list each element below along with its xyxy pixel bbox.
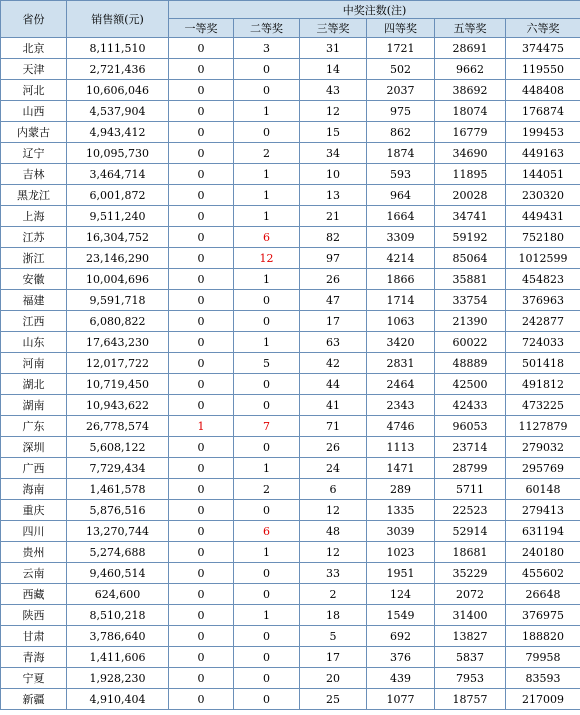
province-cell: 宁夏 xyxy=(1,668,67,689)
prize-1-cell: 0 xyxy=(169,605,234,626)
table-row xyxy=(1,416,580,437)
province-cell: 安徽 xyxy=(1,269,67,290)
sales-cell: 9,511,240 xyxy=(67,206,169,227)
sales-cell: 6,001,872 xyxy=(67,185,169,206)
prize-2-cell: 0 xyxy=(234,647,300,668)
prize-4-cell: 4746 xyxy=(367,416,435,437)
prize-3-cell: 12 xyxy=(300,500,367,521)
province-cell: 山西 xyxy=(1,101,67,122)
prize-5-cell: 16779 xyxy=(435,122,506,143)
prize-3-cell: 5 xyxy=(300,626,367,647)
prize-1-cell: 0 xyxy=(169,479,234,500)
prize-2-cell: 2 xyxy=(234,143,300,164)
prize-4-cell: 1471 xyxy=(367,458,435,479)
prize-5-cell: 38692 xyxy=(435,80,506,101)
province-cell: 辽宁 xyxy=(1,143,67,164)
prize-3-cell: 82 xyxy=(300,227,367,248)
table-row xyxy=(1,626,580,647)
prize-1-cell: 0 xyxy=(169,206,234,227)
province-cell: 江西 xyxy=(1,311,67,332)
table-row xyxy=(1,395,580,416)
prize-4-cell: 1721 xyxy=(367,38,435,59)
prize-2-cell: 0 xyxy=(234,563,300,584)
table-row xyxy=(1,605,580,626)
sales-cell: 12,017,722 xyxy=(67,353,169,374)
sales-cell: 5,608,122 xyxy=(67,437,169,458)
prize-2-cell: 0 xyxy=(234,374,300,395)
table-row xyxy=(1,668,580,689)
table-row xyxy=(1,479,580,500)
table-row xyxy=(1,185,580,206)
prize-2-cell: 0 xyxy=(234,668,300,689)
prize-4-cell: 289 xyxy=(367,479,435,500)
sales-cell: 1,461,578 xyxy=(67,479,169,500)
province-cell: 贵州 xyxy=(1,542,67,563)
table-row xyxy=(1,500,580,521)
sales-cell: 10,943,622 xyxy=(67,395,169,416)
prize-6-cell: 1127879 xyxy=(506,416,580,437)
province-cell: 河北 xyxy=(1,80,67,101)
prize-4-cell: 376 xyxy=(367,647,435,668)
prize-3-cell: 6 xyxy=(300,479,367,500)
prize-3-cell: 12 xyxy=(300,101,367,122)
prize-6-cell: 295769 xyxy=(506,458,580,479)
prize-2-cell: 2 xyxy=(234,479,300,500)
prize-6-cell: 473225 xyxy=(506,395,580,416)
table-row xyxy=(1,521,580,542)
province-cell: 天津 xyxy=(1,59,67,80)
prize-3-cell: 31 xyxy=(300,38,367,59)
table-row xyxy=(1,542,580,563)
prize-6-cell: 448408 xyxy=(506,80,580,101)
prize-2-cell: 1 xyxy=(234,269,300,290)
prize-4-cell: 862 xyxy=(367,122,435,143)
prize-2-cell: 1 xyxy=(234,164,300,185)
prize-1-cell: 0 xyxy=(169,395,234,416)
sales-cell: 10,095,730 xyxy=(67,143,169,164)
prize-5-cell: 42500 xyxy=(435,374,506,395)
table-row xyxy=(1,689,580,710)
table-row xyxy=(1,80,580,101)
prize-1-cell: 0 xyxy=(169,437,234,458)
province-cell: 北京 xyxy=(1,38,67,59)
sales-cell: 624,600 xyxy=(67,584,169,605)
prize-3-cell: 33 xyxy=(300,563,367,584)
prize-5-cell: 28691 xyxy=(435,38,506,59)
prize-2-cell: 0 xyxy=(234,311,300,332)
prize-2-cell: 1 xyxy=(234,605,300,626)
table-row xyxy=(1,206,580,227)
prize-1-cell: 0 xyxy=(169,269,234,290)
province-cell: 青海 xyxy=(1,647,67,668)
prize-3-cell: 10 xyxy=(300,164,367,185)
province-cell: 云南 xyxy=(1,563,67,584)
sales-cell: 4,537,904 xyxy=(67,101,169,122)
province-cell: 福建 xyxy=(1,290,67,311)
prize-4-header: 四等奖 xyxy=(367,19,435,38)
table-row xyxy=(1,311,580,332)
prize-6-cell: 83593 xyxy=(506,668,580,689)
prize-2-cell: 0 xyxy=(234,290,300,311)
prize-5-cell: 60022 xyxy=(435,332,506,353)
prize-6-cell: 279413 xyxy=(506,500,580,521)
table-row xyxy=(1,374,580,395)
province-cell: 河南 xyxy=(1,353,67,374)
province-cell: 上海 xyxy=(1,206,67,227)
prize-3-cell: 26 xyxy=(300,269,367,290)
prize-6-cell: 449163 xyxy=(506,143,580,164)
prize-4-cell: 1549 xyxy=(367,605,435,626)
sales-cell: 10,719,450 xyxy=(67,374,169,395)
prize-6-cell: 454823 xyxy=(506,269,580,290)
prize-4-cell: 1866 xyxy=(367,269,435,290)
prize-2-cell: 0 xyxy=(234,437,300,458)
prize-5-cell: 52914 xyxy=(435,521,506,542)
prize-2-cell: 12 xyxy=(234,248,300,269)
prize-3-cell: 20 xyxy=(300,668,367,689)
table-row xyxy=(1,248,580,269)
prize-6-cell: 240180 xyxy=(506,542,580,563)
prize-6-cell: 279032 xyxy=(506,437,580,458)
prize-1-cell: 0 xyxy=(169,164,234,185)
prize-1-cell: 0 xyxy=(169,689,234,710)
prize-2-cell: 6 xyxy=(234,227,300,248)
prize-2-cell: 1 xyxy=(234,542,300,563)
prize-3-cell: 24 xyxy=(300,458,367,479)
province-cell: 广东 xyxy=(1,416,67,437)
prize-5-cell: 18681 xyxy=(435,542,506,563)
sales-cell: 1,928,230 xyxy=(67,668,169,689)
prize-6-cell: 376975 xyxy=(506,605,580,626)
prize-1-cell: 0 xyxy=(169,374,234,395)
prize-1-cell: 0 xyxy=(169,647,234,668)
prize-3-cell: 25 xyxy=(300,689,367,710)
prize-4-cell: 1063 xyxy=(367,311,435,332)
province-cell: 新疆 xyxy=(1,689,67,710)
table-row xyxy=(1,647,580,668)
prize-2-cell: 1 xyxy=(234,332,300,353)
prize-4-cell: 1023 xyxy=(367,542,435,563)
prize-6-cell: 449431 xyxy=(506,206,580,227)
prize-4-cell: 1951 xyxy=(367,563,435,584)
prize-5-cell: 9662 xyxy=(435,59,506,80)
province-cell: 湖北 xyxy=(1,374,67,395)
prize-3-cell: 47 xyxy=(300,290,367,311)
province-cell: 广西 xyxy=(1,458,67,479)
prize-1-cell: 0 xyxy=(169,584,234,605)
table-row xyxy=(1,584,580,605)
prize-1-cell: 0 xyxy=(169,143,234,164)
prize-5-cell: 20028 xyxy=(435,185,506,206)
province-cell: 黑龙江 xyxy=(1,185,67,206)
prize-3-cell: 71 xyxy=(300,416,367,437)
prize-1-cell: 0 xyxy=(169,248,234,269)
province-cell: 深圳 xyxy=(1,437,67,458)
province-cell: 甘肃 xyxy=(1,626,67,647)
table-row xyxy=(1,38,580,59)
prize-4-cell: 1714 xyxy=(367,290,435,311)
table-row xyxy=(1,290,580,311)
table-row xyxy=(1,563,580,584)
prize-4-cell: 4214 xyxy=(367,248,435,269)
prize-1-cell: 0 xyxy=(169,542,234,563)
prize-4-cell: 1113 xyxy=(367,437,435,458)
prize-2-cell: 1 xyxy=(234,101,300,122)
province-cell: 山东 xyxy=(1,332,67,353)
prize-2-cell: 0 xyxy=(234,584,300,605)
prize-4-cell: 502 xyxy=(367,59,435,80)
prize-2-cell: 0 xyxy=(234,626,300,647)
prize-5-cell: 42433 xyxy=(435,395,506,416)
prize-6-cell: 501418 xyxy=(506,353,580,374)
prize-1-cell: 0 xyxy=(169,626,234,647)
prize-4-cell: 1664 xyxy=(367,206,435,227)
prize-3-header: 三等奖 xyxy=(300,19,367,38)
header-row-1 xyxy=(1,1,580,19)
prize-1-cell: 1 xyxy=(169,416,234,437)
sales-cell: 4,910,404 xyxy=(67,689,169,710)
table-row xyxy=(1,458,580,479)
province-cell: 浙江 xyxy=(1,248,67,269)
prize-6-cell: 724033 xyxy=(506,332,580,353)
prize-2-cell: 3 xyxy=(234,38,300,59)
prize-4-cell: 2343 xyxy=(367,395,435,416)
sales-header: 销售额(元) xyxy=(67,1,169,38)
prize-1-cell: 0 xyxy=(169,458,234,479)
province-cell: 内蒙古 xyxy=(1,122,67,143)
prize-2-cell: 0 xyxy=(234,122,300,143)
prize-1-cell: 0 xyxy=(169,353,234,374)
prize-6-cell: 217009 xyxy=(506,689,580,710)
sales-cell: 3,464,714 xyxy=(67,164,169,185)
prize-1-cell: 0 xyxy=(169,500,234,521)
prize-2-cell: 6 xyxy=(234,521,300,542)
prize-2-cell: 0 xyxy=(234,59,300,80)
prize-5-cell: 28799 xyxy=(435,458,506,479)
prize-3-cell: 97 xyxy=(300,248,367,269)
prize-5-cell: 85064 xyxy=(435,248,506,269)
prize-3-cell: 63 xyxy=(300,332,367,353)
prize-1-cell: 0 xyxy=(169,122,234,143)
province-cell: 江苏 xyxy=(1,227,67,248)
prize-1-header: 一等奖 xyxy=(169,19,234,38)
prize-3-cell: 41 xyxy=(300,395,367,416)
sales-cell: 13,270,744 xyxy=(67,521,169,542)
prize-4-cell: 2464 xyxy=(367,374,435,395)
prize-1-cell: 0 xyxy=(169,668,234,689)
sales-cell: 17,643,230 xyxy=(67,332,169,353)
prize-2-cell: 7 xyxy=(234,416,300,437)
table-row xyxy=(1,437,580,458)
table-row xyxy=(1,227,580,248)
sales-cell: 8,111,510 xyxy=(67,38,169,59)
prize-4-cell: 1077 xyxy=(367,689,435,710)
prize-3-cell: 48 xyxy=(300,521,367,542)
prize-5-cell: 5837 xyxy=(435,647,506,668)
prize-1-cell: 0 xyxy=(169,563,234,584)
prize-5-cell: 35881 xyxy=(435,269,506,290)
sales-cell: 9,460,514 xyxy=(67,563,169,584)
sales-cell: 1,411,606 xyxy=(67,647,169,668)
prize-5-cell: 2072 xyxy=(435,584,506,605)
prize-3-cell: 17 xyxy=(300,311,367,332)
prize-3-cell: 2 xyxy=(300,584,367,605)
prize-2-cell: 0 xyxy=(234,395,300,416)
prize-3-cell: 21 xyxy=(300,206,367,227)
prize-6-cell: 199453 xyxy=(506,122,580,143)
sales-cell: 5,876,516 xyxy=(67,500,169,521)
prize-6-cell: 374475 xyxy=(506,38,580,59)
prize-5-cell: 11895 xyxy=(435,164,506,185)
prize-1-cell: 0 xyxy=(169,101,234,122)
sales-cell: 6,080,822 xyxy=(67,311,169,332)
prize-2-cell: 1 xyxy=(234,185,300,206)
province-cell: 海南 xyxy=(1,479,67,500)
prize-3-cell: 44 xyxy=(300,374,367,395)
prize-3-cell: 42 xyxy=(300,353,367,374)
prize-2-cell: 1 xyxy=(234,458,300,479)
prize-6-cell: 1012599 xyxy=(506,248,580,269)
prize-1-cell: 0 xyxy=(169,80,234,101)
prize-1-cell: 0 xyxy=(169,311,234,332)
prize-4-cell: 964 xyxy=(367,185,435,206)
sales-cell: 2,721,436 xyxy=(67,59,169,80)
prize-4-cell: 3420 xyxy=(367,332,435,353)
prize-5-cell: 5711 xyxy=(435,479,506,500)
sales-cell: 10,606,046 xyxy=(67,80,169,101)
prize-3-cell: 43 xyxy=(300,80,367,101)
prize-3-cell: 13 xyxy=(300,185,367,206)
prize-3-cell: 34 xyxy=(300,143,367,164)
prize-6-cell: 188820 xyxy=(506,626,580,647)
table-row xyxy=(1,143,580,164)
prize-1-cell: 0 xyxy=(169,59,234,80)
province-cell: 西藏 xyxy=(1,584,67,605)
table-body xyxy=(1,38,580,710)
prize-6-cell: 79958 xyxy=(506,647,580,668)
prize-5-cell: 34690 xyxy=(435,143,506,164)
prize-5-cell: 13827 xyxy=(435,626,506,647)
province-header: 省份 xyxy=(1,1,67,38)
prize-5-cell: 48889 xyxy=(435,353,506,374)
table-row xyxy=(1,122,580,143)
table-row xyxy=(1,59,580,80)
prize-4-cell: 3309 xyxy=(367,227,435,248)
prize-2-cell: 0 xyxy=(234,500,300,521)
prize-1-cell: 0 xyxy=(169,38,234,59)
province-cell: 四川 xyxy=(1,521,67,542)
table-row xyxy=(1,353,580,374)
prize-6-cell: 491812 xyxy=(506,374,580,395)
prize-6-cell: 119550 xyxy=(506,59,580,80)
prize-5-cell: 18074 xyxy=(435,101,506,122)
table-row xyxy=(1,269,580,290)
prize-1-cell: 0 xyxy=(169,227,234,248)
prize-2-cell: 1 xyxy=(234,206,300,227)
prize-5-cell: 34741 xyxy=(435,206,506,227)
table-row xyxy=(1,332,580,353)
prize-6-cell: 455602 xyxy=(506,563,580,584)
prize-6-cell: 752180 xyxy=(506,227,580,248)
prize-5-cell: 22523 xyxy=(435,500,506,521)
prize-4-cell: 2831 xyxy=(367,353,435,374)
prize-6-header: 六等奖 xyxy=(506,19,580,38)
sales-cell: 10,004,696 xyxy=(67,269,169,290)
prize-3-cell: 15 xyxy=(300,122,367,143)
prize-6-cell: 242877 xyxy=(506,311,580,332)
prize-4-cell: 1335 xyxy=(367,500,435,521)
prize-6-cell: 60148 xyxy=(506,479,580,500)
prize-1-cell: 0 xyxy=(169,185,234,206)
province-cell: 湖南 xyxy=(1,395,67,416)
prize-4-cell: 593 xyxy=(367,164,435,185)
prize-6-cell: 631194 xyxy=(506,521,580,542)
prize-4-cell: 2037 xyxy=(367,80,435,101)
prize-5-cell: 96053 xyxy=(435,416,506,437)
prize-4-cell: 975 xyxy=(367,101,435,122)
prize-5-cell: 7953 xyxy=(435,668,506,689)
winning-count-header: 中奖注数(注) xyxy=(169,1,580,19)
prize-6-cell: 230320 xyxy=(506,185,580,206)
prize-2-header: 二等奖 xyxy=(234,19,300,38)
prize-5-cell: 21390 xyxy=(435,311,506,332)
prize-5-cell: 31400 xyxy=(435,605,506,626)
prize-6-cell: 26648 xyxy=(506,584,580,605)
sales-cell: 26,778,574 xyxy=(67,416,169,437)
prize-3-cell: 26 xyxy=(300,437,367,458)
sales-cell: 9,591,718 xyxy=(67,290,169,311)
sales-cell: 8,510,218 xyxy=(67,605,169,626)
sales-cell: 3,786,640 xyxy=(67,626,169,647)
sales-cell: 16,304,752 xyxy=(67,227,169,248)
sales-cell: 4,943,412 xyxy=(67,122,169,143)
prize-2-cell: 0 xyxy=(234,689,300,710)
prize-2-cell: 5 xyxy=(234,353,300,374)
province-cell: 重庆 xyxy=(1,500,67,521)
prize-1-cell: 0 xyxy=(169,290,234,311)
prize-6-cell: 144051 xyxy=(506,164,580,185)
prize-4-cell: 439 xyxy=(367,668,435,689)
prize-3-cell: 17 xyxy=(300,647,367,668)
prize-6-cell: 176874 xyxy=(506,101,580,122)
prize-5-cell: 59192 xyxy=(435,227,506,248)
prize-6-cell: 376963 xyxy=(506,290,580,311)
prize-4-cell: 1874 xyxy=(367,143,435,164)
prize-3-cell: 14 xyxy=(300,59,367,80)
sales-cell: 5,274,688 xyxy=(67,542,169,563)
sales-cell: 23,146,290 xyxy=(67,248,169,269)
prize-4-cell: 124 xyxy=(367,584,435,605)
prize-1-cell: 0 xyxy=(169,521,234,542)
prize-4-cell: 692 xyxy=(367,626,435,647)
prize-5-cell: 23714 xyxy=(435,437,506,458)
prize-2-cell: 0 xyxy=(234,80,300,101)
province-cell: 吉林 xyxy=(1,164,67,185)
table-row xyxy=(1,164,580,185)
prize-3-cell: 18 xyxy=(300,605,367,626)
prize-1-cell: 0 xyxy=(169,332,234,353)
prize-5-cell: 18757 xyxy=(435,689,506,710)
table-row xyxy=(1,101,580,122)
province-cell: 陕西 xyxy=(1,605,67,626)
prize-4-cell: 3039 xyxy=(367,521,435,542)
prize-5-cell: 35229 xyxy=(435,563,506,584)
prize-5-cell: 33754 xyxy=(435,290,506,311)
prize-5-header: 五等奖 xyxy=(435,19,506,38)
sales-cell: 7,729,434 xyxy=(67,458,169,479)
prize-3-cell: 12 xyxy=(300,542,367,563)
